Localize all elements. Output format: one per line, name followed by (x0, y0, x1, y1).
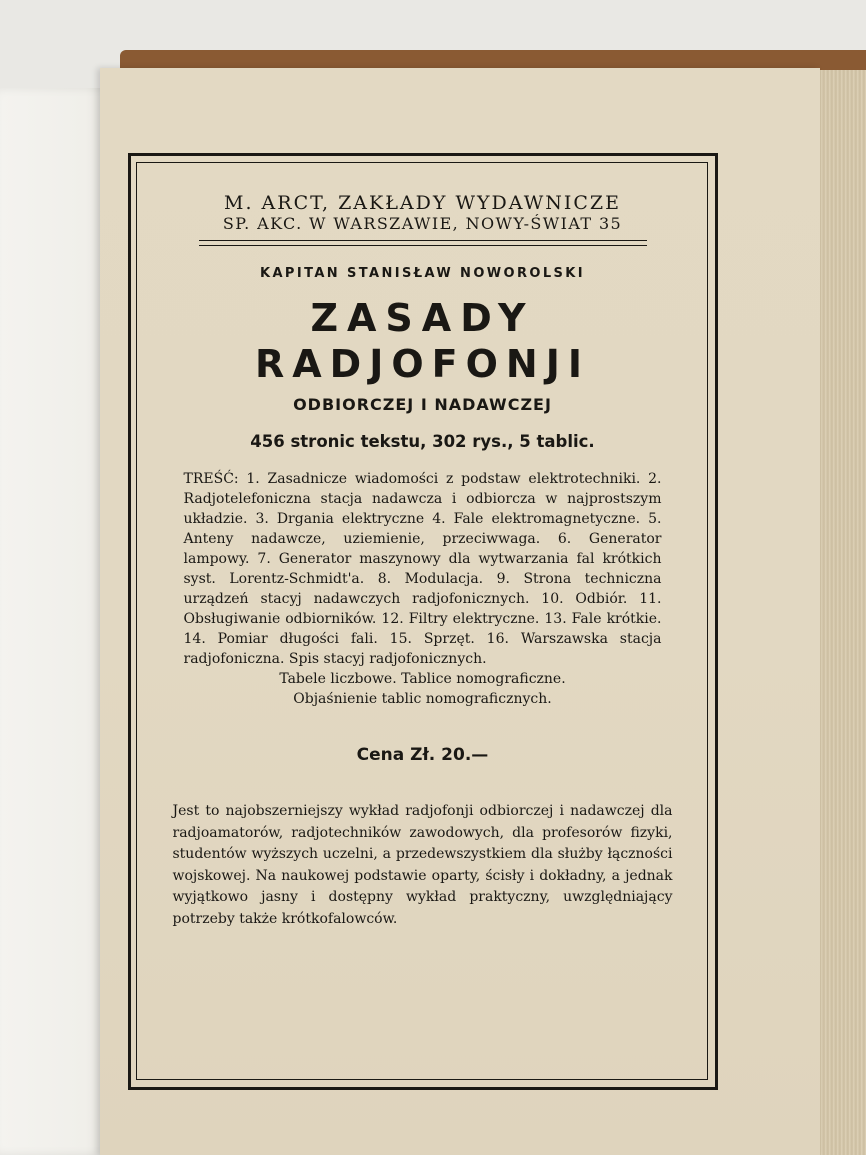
publisher-name: M. ARCT, ZAKŁADY WYDAWNICZE (224, 192, 621, 214)
book-price: Cena Zł. 20.— (356, 745, 489, 765)
publisher-address: SP. AKC. W WARSZAWIE, NOWY-ŚWIAT 35 (222, 214, 623, 233)
book-author: KAPITAN STANISŁAW NOWOROLSKI (259, 266, 586, 281)
book-title-line1: ZASADY (310, 296, 535, 340)
publisher-rule (199, 240, 647, 246)
table-of-contents-end: Tabele liczbowe. Tablice nomograficzne. Objaśnienie tablic nomograficznych. (279, 671, 566, 707)
book-title-line2: RADJOFONJI (255, 342, 590, 386)
book-subtitle: ODBIORCZEJ I NADAWCZEJ (293, 395, 552, 414)
table-of-contents: TREŚĆ: 1. Zasadnicze wiadomości z podstaw elektrotechniki. 2. Radjotelefoniczna stacja nadawcza i odbiorcza w najprostszym układzie. 3. Drgania elektryczne 4. Fale elektromagnetyczne. 5. Anteny nadawcze, uziemienie, przeciwwaga. 6. Generator lampowy. 7. Generator maszynowy dla wytwarzania fal krótkich syst. Lorentz-Schmidt'a. 8. Modulacja. 9. Strona techniczna urządzeń stacyj nadawczych radjofonicznych. 10. Odbiór. 11. Obsługiwanie odbiorników. 12. Filtry elektryczne. 13. Fale krótkie. 14. Pomiar długości fali. 15. Sprzęt. 16. Warszawska stacja radjofoniczna. Spis stacyj radjofonicznych. (183, 471, 662, 667)
book-description: Jest to najobszerniejszy wykład radjofonji odbiorczej i nadawczej dla radjoamatorów, radjotechników zawodowych, dla profesorów fizyki, studentów wyższych uczelni, a przedewszystkiem dla służby łączności wojskowej. Na naukowej podstawie oparty, ścisły i dokładny, a jednak wyjątkowo jasny i dostępny wykład praktyczny, uwzględniający potrzeby także krótkofalowców. (172, 803, 673, 927)
advertisement-content (150, 176, 695, 930)
book-extent: 456 stronic tekstu, 302 rys., 5 tablic. (250, 432, 595, 451)
